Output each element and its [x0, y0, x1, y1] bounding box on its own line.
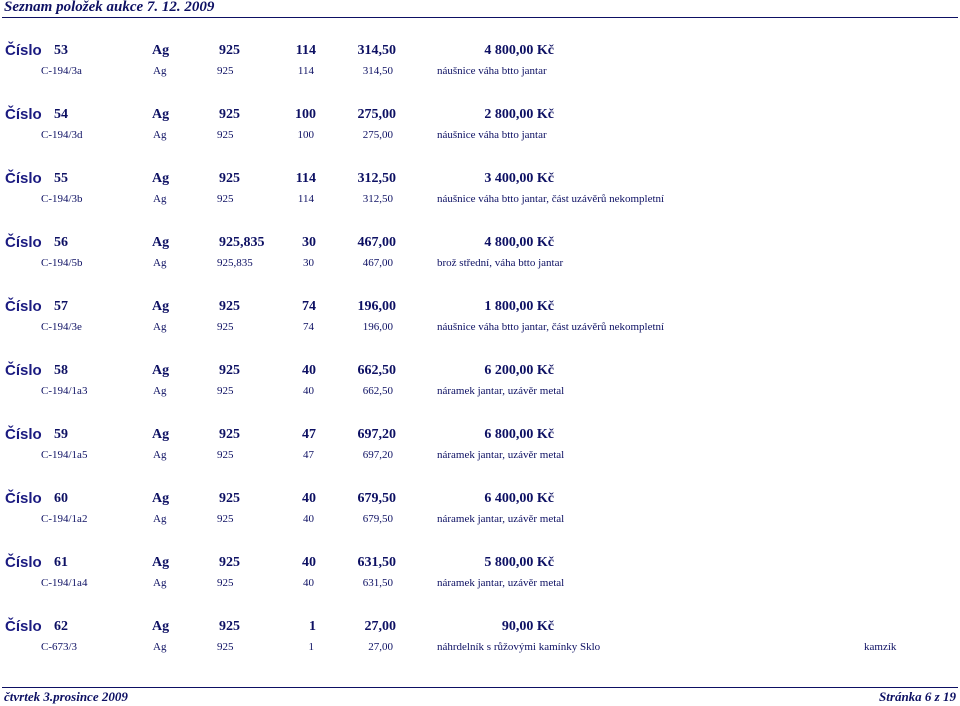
detail-weight: 40	[303, 513, 314, 525]
item-number: 54	[54, 107, 68, 122]
detail-weight: 30	[303, 257, 314, 269]
item-summary-row	[0, 488, 960, 510]
entry-label: Číslo	[5, 618, 42, 635]
item-metal: Ag	[152, 299, 170, 314]
detail-price: 312,50	[362, 193, 393, 205]
item-code: C-194/5b	[41, 257, 83, 269]
auction-item	[0, 616, 960, 660]
item-number: 53	[54, 43, 68, 58]
item-number: 61	[54, 555, 68, 570]
auction-item	[0, 104, 960, 148]
item-summary-row	[0, 232, 960, 254]
entry-label: Číslo	[5, 490, 42, 507]
item-metal: Ag	[152, 171, 170, 186]
detail-metal: Ag	[153, 257, 167, 269]
detail-metal: Ag	[153, 449, 167, 461]
item-detail-row	[0, 513, 960, 529]
item-summary-row	[0, 616, 960, 638]
item-fineness: 925	[219, 107, 240, 122]
detail-weight: 74	[303, 321, 314, 333]
item-detail-row	[0, 641, 960, 657]
item-detail-row	[0, 321, 960, 337]
item-price: 314,50	[357, 43, 396, 58]
auction-item	[0, 360, 960, 404]
item-description: náušnice váha btto jantar	[437, 129, 547, 141]
item-fineness: 925	[219, 555, 240, 570]
item-fineness: 925	[219, 299, 240, 314]
item-summary-row	[0, 168, 960, 190]
detail-metal: Ag	[153, 65, 167, 77]
detail-fineness: 925	[217, 321, 234, 333]
detail-weight: 40	[303, 577, 314, 589]
detail-weight: 114	[297, 65, 314, 77]
item-price: 467,00	[357, 235, 396, 250]
item-price: 662,50	[357, 363, 396, 378]
auction-item	[0, 552, 960, 596]
item-weight: 100	[295, 107, 316, 122]
item-summary-row	[0, 104, 960, 126]
item-price: 312,50	[357, 171, 396, 186]
detail-price: 275,00	[362, 129, 393, 141]
auction-item	[0, 488, 960, 532]
item-code: C-194/3b	[41, 193, 83, 205]
item-price: 27,00	[364, 619, 396, 634]
item-summary-row	[0, 296, 960, 318]
detail-price: 679,50	[362, 513, 393, 525]
detail-weight: 114	[297, 193, 314, 205]
header-divider	[2, 17, 958, 18]
detail-fineness: 925	[217, 577, 234, 589]
item-start-price: 4 800,00 Kč	[484, 235, 554, 250]
detail-weight: 47	[303, 449, 314, 461]
item-metal: Ag	[152, 363, 170, 378]
detail-fineness: 925	[217, 129, 234, 141]
item-detail-row	[0, 129, 960, 145]
item-fineness: 925	[219, 363, 240, 378]
item-metal: Ag	[152, 427, 170, 442]
item-price: 275,00	[357, 107, 396, 122]
footer-divider	[2, 687, 958, 688]
item-fineness: 925	[219, 491, 240, 506]
detail-price: 697,20	[362, 449, 393, 461]
item-start-price: 90,00 Kč	[501, 619, 554, 634]
detail-metal: Ag	[153, 385, 167, 397]
item-code: C-194/1a3	[41, 385, 88, 397]
entry-label: Číslo	[5, 362, 42, 379]
item-description: náušnice váha btto jantar, část uzávěrů nekompletní	[437, 321, 665, 333]
detail-fineness: 925	[217, 641, 234, 653]
auction-item	[0, 40, 960, 84]
item-start-price: 5 800,00 Kč	[484, 555, 554, 570]
item-weight: 47	[302, 427, 316, 442]
entry-label: Číslo	[5, 170, 42, 187]
item-start-price: 6 800,00 Kč	[484, 427, 554, 442]
detail-metal: Ag	[153, 641, 167, 653]
item-description: náušnice váha btto jantar	[437, 65, 547, 77]
item-number: 60	[54, 491, 68, 506]
item-description: náramek jantar, uzávěr metal	[437, 577, 565, 589]
detail-metal: Ag	[153, 321, 167, 333]
item-extra-note: kamzík	[864, 641, 897, 653]
detail-weight: 40	[303, 385, 314, 397]
detail-price: 467,00	[362, 257, 393, 269]
item-summary-row	[0, 552, 960, 574]
item-code: C-673/3	[41, 641, 78, 653]
item-number: 57	[54, 299, 68, 314]
item-start-price: 2 800,00 Kč	[484, 107, 554, 122]
item-number: 59	[54, 427, 68, 442]
item-code: C-194/1a2	[41, 513, 88, 525]
auction-item	[0, 232, 960, 276]
detail-fineness: 925	[217, 193, 234, 205]
item-weight: 114	[295, 171, 316, 186]
detail-price: 631,50	[362, 577, 393, 589]
detail-price: 314,50	[362, 65, 393, 77]
item-weight: 40	[302, 555, 316, 570]
item-weight: 40	[302, 363, 316, 378]
item-summary-row	[0, 424, 960, 446]
item-price: 631,50	[357, 555, 396, 570]
detail-weight: 1	[308, 641, 314, 653]
detail-price: 27,00	[368, 641, 393, 653]
item-weight: 114	[295, 43, 316, 58]
item-number: 62	[54, 619, 68, 634]
item-start-price: 4 800,00 Kč	[484, 43, 554, 58]
item-start-price: 6 200,00 Kč	[484, 363, 554, 378]
item-fineness: 925,835	[219, 235, 265, 250]
auction-item	[0, 296, 960, 340]
item-metal: Ag	[152, 43, 170, 58]
footer-date: čtvrtek 3.prosince 2009	[4, 689, 128, 704]
detail-metal: Ag	[153, 513, 167, 525]
item-summary-row	[0, 40, 960, 62]
item-detail-row	[0, 193, 960, 209]
auction-item	[0, 424, 960, 468]
item-fineness: 925	[219, 43, 240, 58]
item-start-price: 6 400,00 Kč	[484, 491, 554, 506]
detail-fineness: 925	[217, 65, 234, 77]
item-number: 55	[54, 171, 68, 186]
item-description: náušnice váha btto jantar, část uzávěrů nekompletní	[437, 193, 665, 205]
item-price: 679,50	[357, 491, 396, 506]
entry-label: Číslo	[5, 106, 42, 123]
page-header	[0, 0, 960, 18]
item-description: náhrdelník s růžovými kamínky Sklo	[437, 641, 601, 653]
item-metal: Ag	[152, 491, 170, 506]
item-weight: 30	[302, 235, 316, 250]
item-metal: Ag	[152, 555, 170, 570]
item-price: 697,20	[357, 427, 396, 442]
item-fineness: 925	[219, 171, 240, 186]
item-detail-row	[0, 577, 960, 593]
detail-fineness: 925	[217, 513, 234, 525]
item-code: C-194/3e	[41, 321, 82, 333]
item-code: C-194/3d	[41, 129, 83, 141]
entry-label: Číslo	[5, 298, 42, 315]
item-detail-row	[0, 385, 960, 401]
entry-label: Číslo	[5, 554, 42, 571]
item-detail-row	[0, 449, 960, 465]
entry-label: Číslo	[5, 42, 42, 59]
detail-fineness: 925	[217, 385, 234, 397]
detail-fineness: 925	[217, 449, 234, 461]
item-number: 58	[54, 363, 68, 378]
item-start-price: 1 800,00 Kč	[484, 299, 554, 314]
item-fineness: 925	[219, 619, 240, 634]
detail-metal: Ag	[153, 129, 167, 141]
detail-price: 662,50	[362, 385, 393, 397]
detail-metal: Ag	[153, 577, 167, 589]
item-price: 196,00	[357, 299, 396, 314]
item-fineness: 925	[219, 427, 240, 442]
item-description: brož střední, váha btto jantar	[437, 257, 564, 269]
detail-price: 196,00	[362, 321, 393, 333]
page-footer	[0, 687, 960, 706]
item-summary-row	[0, 360, 960, 382]
item-weight: 74	[302, 299, 316, 314]
item-description: náramek jantar, uzávěr metal	[437, 385, 565, 397]
item-detail-row	[0, 65, 960, 81]
item-metal: Ag	[152, 235, 170, 250]
item-start-price: 3 400,00 Kč	[484, 171, 554, 186]
item-weight: 40	[302, 491, 316, 506]
entry-label: Číslo	[5, 234, 42, 251]
item-metal: Ag	[152, 107, 170, 122]
item-code: C-194/1a4	[41, 577, 88, 589]
item-metal: Ag	[152, 619, 170, 634]
item-code: C-194/3a	[41, 65, 82, 77]
page-number: Stránka 6 z 19	[879, 689, 956, 704]
detail-metal: Ag	[153, 193, 167, 205]
item-description: náramek jantar, uzávěr metal	[437, 449, 565, 461]
entry-label: Číslo	[5, 426, 42, 443]
detail-fineness: 925,835	[217, 257, 253, 269]
auction-item	[0, 168, 960, 212]
detail-weight: 100	[297, 129, 314, 141]
page-title: Seznam položek aukce 7. 12. 2009	[4, 0, 215, 15]
item-code: C-194/1a5	[41, 449, 88, 461]
item-number: 56	[54, 235, 68, 250]
item-detail-row	[0, 257, 960, 273]
item-description: náramek jantar, uzávěr metal	[437, 513, 565, 525]
item-weight: 1	[309, 619, 316, 634]
